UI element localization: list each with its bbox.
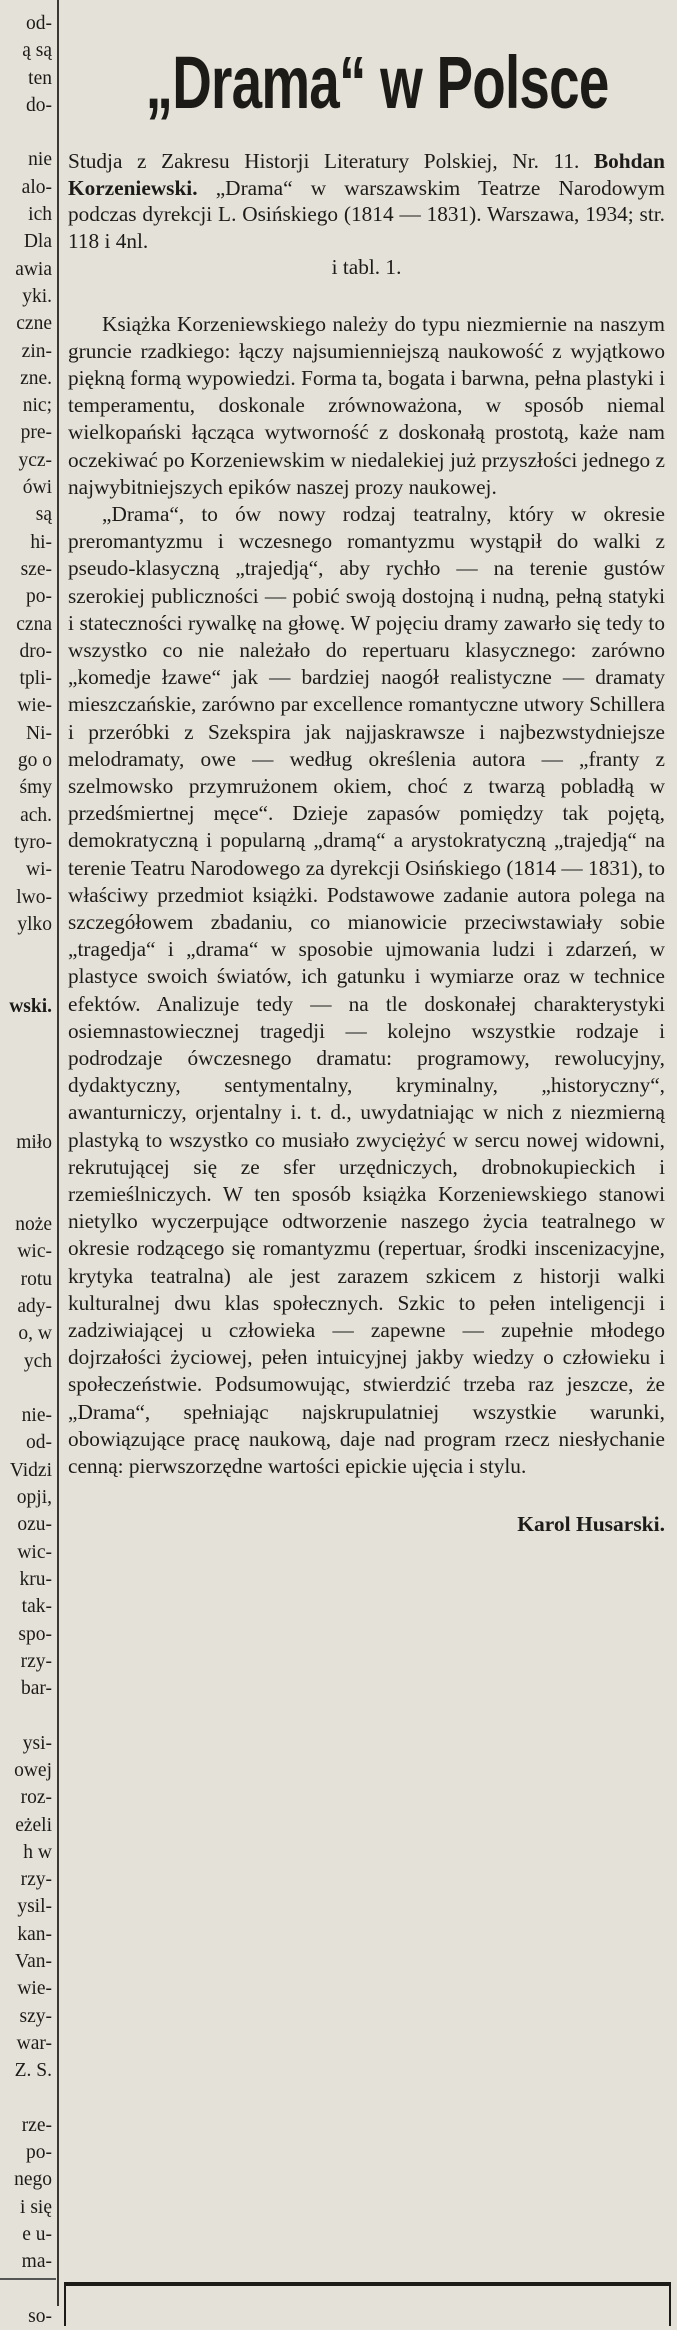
left-column-line: sze-	[20, 558, 52, 580]
left-column-line: zne.	[20, 367, 52, 389]
left-column-line: do-	[26, 94, 52, 116]
left-column-line: czna	[16, 613, 52, 635]
left-column-line	[0, 1375, 52, 1402]
left-column-line: wie-	[17, 1978, 52, 2000]
left-column-line: wski.	[9, 995, 52, 1017]
left-column-line	[0, 965, 52, 992]
left-column-line: nie-	[21, 1405, 52, 1427]
left-column-line: Vidzi	[9, 1459, 52, 1481]
left-column-line: Z. S.	[14, 2060, 52, 2082]
left-column-line: hi-	[30, 531, 52, 553]
biblio-title: „Drama“ w warszawskim Teatrze Narodowym podczas dyrekcji L. Osińskiego (1814 — 1831). Warszawa, 1934; str. 118 i 4nl.	[68, 175, 665, 253]
article-headline: „Drama“ w Polsce	[145, 41, 609, 124]
left-column-line: wi-	[26, 859, 52, 881]
left-column-line: kan-	[17, 1923, 52, 1945]
left-column-line: rotu	[20, 1268, 52, 1290]
left-column-line: opji,	[16, 1487, 52, 1509]
biblio-author: Bohdan Korzeniewski.	[68, 149, 665, 200]
left-column-line: pre-	[20, 422, 52, 444]
left-column-line: lwo-	[16, 886, 52, 908]
left-column-line	[0, 1184, 52, 1211]
paragraph-2: „Drama“, to ów nowy rodzaj teatralny, który w okresie preromantyzmu i wczesnego romantyzmu wystąpił do walki z pseudo-klasyczną „trajedją“, aby rychło — na terenie gustów szerokiej publiczności — pobić swoją dostojną i nudną, pełną statyki i stateczności rywalkę na głowę. W pojęciu dramy zawarło się tedy to wszystko co nie należało do repertuaru klasycznego: zarówno „komedje łzawe“ jak — bardziej naogół realistyczne — dramaty mieszczańskie, zarówno par excellence romantyczne utwory Schillera i przeróbki z Szekspira jak najjaskrawsze i najbezwstydniejsze melodramaty, owe — według określenia autora — „franty z szelmowsko przymrużonem okiem, choć z twarzą pobladłą w przedśmiertnej męce“. Dzieje zapasów pomiędzy tak pojętą, demokratyczną i popularną „dramą“ a arystokratyczną „trajedją“ na terenie Teatru Narodowego za dyrekcji Osińskiego (1814 — 1831), to właściwy przedmiot książki. Podstawowe zadanie autora polega na szczegółowem zbadaniu, co mianowicie przeciwstawiały sobie „tragedja“ i „drama“ w sposobie ujmowania ludzi i zdarzeń, w plastyce swoich światów, ich gatunku i wymiarze oraz w technice efektów. Analizuje tedy — na tle doskonałej charakterystyki osiemnastowiecznej tragedji — kolejno wszystkie rodzaje i podrodzaje ówczesnego dramatu: programowy, rewolucyjny, dydaktyczny, sentymentalny, kryminalny, „historyczny“, awanturniczy, orjentalny i. t. d., uwydatniając w nich z niezmierną plastyką to wszystko co musiało zwyciężyć w sercu nowej widowni, rekrutującej się ze sfer urzędniczych, drobnokupieckich i rzemieślniczych. W ten sposób książka Korzeniewskiego stanowi nietylko wyczerpujące odtworzenie naszego życia teatralnego w okresie rodzącego się romantyzmu (repertuar, środki inscenizacyjne, krytyka teatralna) ale jest zarazem szkicem z historji walki kulturalnej dwu klas społecznych. Szkic to pełen inteligencji i zadziwiającej u człowieka — zapewne — zupełnie młodego dojrzałości życiowej, pełen intuicyjnej jakby wiedzy o człowieku i społeczeństwie. Podsumowując, stwierdzić trzeba raz jeszcze, że „Drama“, spełniając najskrupulatniej wszystkie warunki, obowiązujące pracę naukową, daje nad program rzecz niesłychanie cenną: pierwszorzędne wartości epickie ujęcia i stylu.	[68, 501, 665, 1479]
left-column-line	[0, 1102, 52, 1129]
left-column-line	[0, 1702, 52, 1729]
left-column-line: ady-	[17, 1295, 52, 1317]
left-column-line: ich	[28, 204, 52, 226]
left-column-line: wic-	[17, 1241, 52, 1263]
left-column-line: alo-	[21, 176, 52, 198]
left-column-line: po-	[26, 586, 52, 608]
left-column-line: tak-	[21, 1596, 52, 1618]
left-column-line: ozu-	[17, 1514, 52, 1536]
left-column-line: rzy-	[20, 1650, 52, 1672]
left-column-line: Ni-	[26, 722, 52, 744]
left-column-line: po-	[26, 2142, 52, 2164]
left-column-line: rzy-	[20, 1869, 52, 1891]
left-column-line: e u-	[22, 2224, 52, 2246]
left-column-line: szy-	[19, 2005, 52, 2027]
left-column-line: tpli-	[19, 668, 52, 690]
left-column-line: tyro-	[14, 831, 52, 853]
author-signature: Karol Husarski.	[517, 1512, 665, 1537]
left-column-line	[0, 119, 52, 146]
left-column-line: i się	[20, 2196, 52, 2218]
next-article-frame	[64, 2282, 671, 2326]
left-column-fragments	[0, 10, 52, 2330]
paragraph-1: Książka Korzeniewskiego należy do typu niezmiernie na naszym gruncie rzadkiego: łączy najsumienniejszą naukowość z wyjątkowo piękną formą wypowiedzi. Forma ta, bogata i barwna, pełna plastyki i temperamentu, doskonale zrównoważona, w sposób niemal wielkopański łącząca wytworność z doskonałą prostotą, każe nam oczekiwać po Korzeniewskim w niedalekiej już przyszłości jednego z najwybitniejszych epików naszej prozy naukowej.	[68, 311, 665, 499]
left-column-line: nego	[14, 2169, 52, 2191]
left-column-line: miło	[16, 1132, 52, 1154]
left-column-line: Van-	[15, 1951, 52, 1973]
left-column-line: eżeli	[15, 1814, 52, 1836]
left-column-line	[0, 1047, 52, 1074]
left-column-line: kru-	[19, 1568, 52, 1590]
article-body	[68, 311, 665, 1481]
left-column-line: są	[35, 504, 52, 526]
left-column-line: ten	[28, 67, 52, 89]
bibliographic-note	[68, 148, 665, 281]
left-column-line: ycz-	[18, 449, 52, 471]
left-column-line: war-	[16, 2032, 52, 2054]
left-column-line	[0, 1020, 52, 1047]
left-column-line: ysi-	[22, 1732, 52, 1754]
left-column-line: yki.	[22, 285, 52, 307]
left-column-line: wie-	[17, 695, 52, 717]
review-article	[68, 40, 665, 1538]
left-column-line: ma-	[21, 2251, 52, 2273]
biblio-series: Studja z Zakresu Historji Literatury Polskiej, Nr. 11.	[68, 149, 580, 173]
biblio-plates: i tabl. 1.	[331, 255, 402, 279]
left-column-line: wic-	[17, 1541, 52, 1563]
left-column-line	[0, 1075, 52, 1102]
left-column-line: noże	[15, 1214, 52, 1236]
left-column-line: czne	[16, 313, 52, 335]
left-column-line: roz-	[20, 1787, 52, 1809]
left-column-line: dro-	[19, 640, 52, 662]
left-column-line: ówi	[22, 477, 52, 499]
left-column-line: Dla	[23, 231, 52, 253]
left-column-line: ylko	[17, 913, 52, 935]
left-column-line: nic;	[22, 395, 52, 417]
left-column-line: awia	[15, 258, 52, 280]
left-column-line: nie	[28, 149, 52, 171]
left-column-line: o, w	[18, 1323, 52, 1345]
left-column-line: od-	[26, 1432, 52, 1454]
left-column-line: bar-	[20, 1678, 52, 1700]
left-column-line: od-	[26, 13, 52, 34]
left-column-line: ysil-	[17, 1896, 52, 1918]
left-column-line: ach.	[20, 804, 52, 826]
left-column-line: ą są	[22, 40, 52, 62]
left-column-line	[0, 2085, 52, 2112]
left-column-line: spo-	[18, 1623, 52, 1645]
column-divider	[57, 0, 59, 2306]
left-column-line	[0, 938, 52, 965]
left-column-line: śmy	[19, 777, 52, 799]
left-column-line: zin-	[21, 340, 52, 362]
left-column-line: ych	[23, 1350, 52, 1372]
left-column-line: go o	[17, 750, 52, 772]
left-bottom-rule	[0, 2278, 56, 2280]
left-column-line: rze-	[21, 2114, 52, 2136]
left-column-line: h w	[23, 1841, 52, 1863]
left-column-line: so-	[28, 2305, 52, 2327]
left-column-line	[0, 1156, 52, 1183]
left-column-line: owej	[14, 1760, 52, 1781]
